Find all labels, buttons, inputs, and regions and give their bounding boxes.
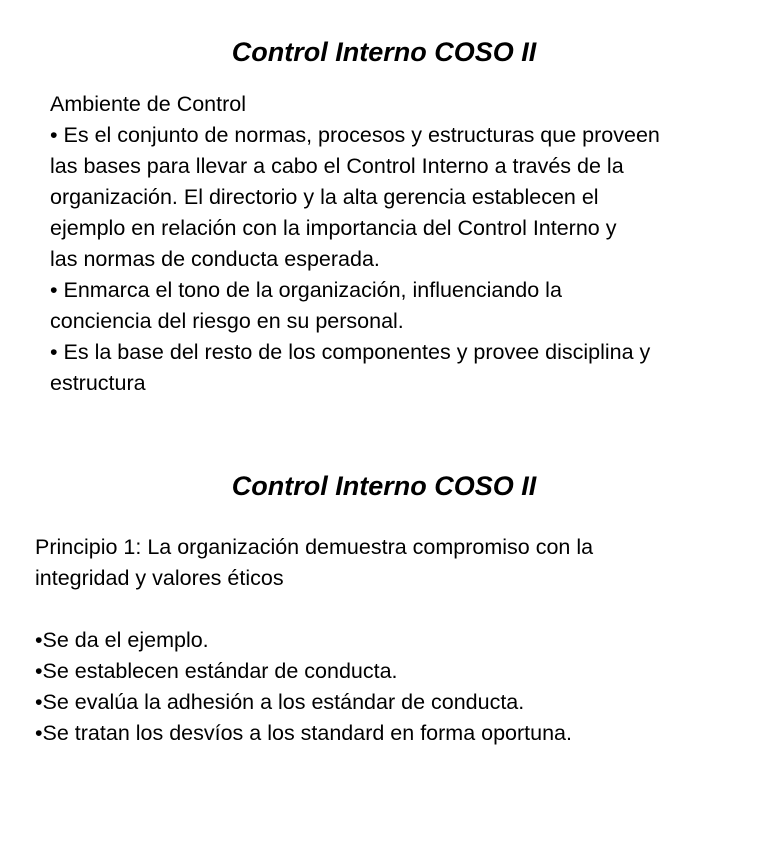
- principle-text-line: Principio 1: La organización demuestra compromiso con la: [35, 535, 594, 559]
- bullet-text-line: ejemplo en relación con la importancia del Control Interno y: [50, 216, 617, 240]
- section-heading: Ambiente de Control: [50, 92, 246, 116]
- slide-ambiente-de-control: [0, 0, 768, 430]
- bullet-text-line: estructura: [50, 371, 146, 395]
- bullet-item: •Se tratan los desvíos a los standard en forma oportuna.: [35, 721, 572, 745]
- principle-text-line: integridad y valores éticos: [35, 566, 284, 590]
- slide-body: [35, 532, 750, 749]
- bullet-text-line: • Enmarca el tono de la organización, influenciando la: [50, 278, 562, 302]
- slide-title: Control Interno COSO II: [231, 471, 537, 501]
- slide-title: Control Interno COSO II: [231, 37, 537, 67]
- slide-body: [50, 89, 750, 399]
- bullet-text-line: las bases para llevar a cabo el Control Interno a través de la: [50, 154, 624, 178]
- slide-principio-1: [0, 430, 768, 866]
- bullet-text-line: organización. El directorio y la alta gerencia establecen el: [50, 185, 599, 209]
- bullet-text-line: conciencia del riesgo en su personal.: [50, 309, 404, 333]
- bullet-text-line: • Es la base del resto de los componentes y provee disciplina y: [50, 340, 651, 364]
- bullet-text-line: • Es el conjunto de normas, procesos y estructuras que proveen: [50, 123, 660, 147]
- bullet-item: •Se evalúa la adhesión a los estándar de conducta.: [35, 690, 525, 714]
- bullet-item: •Se da el ejemplo.: [35, 628, 209, 652]
- bullet-item: •Se establecen estándar de conducta.: [35, 659, 398, 683]
- bullet-text-line: las normas de conducta esperada.: [50, 247, 380, 271]
- spacer: [35, 594, 750, 625]
